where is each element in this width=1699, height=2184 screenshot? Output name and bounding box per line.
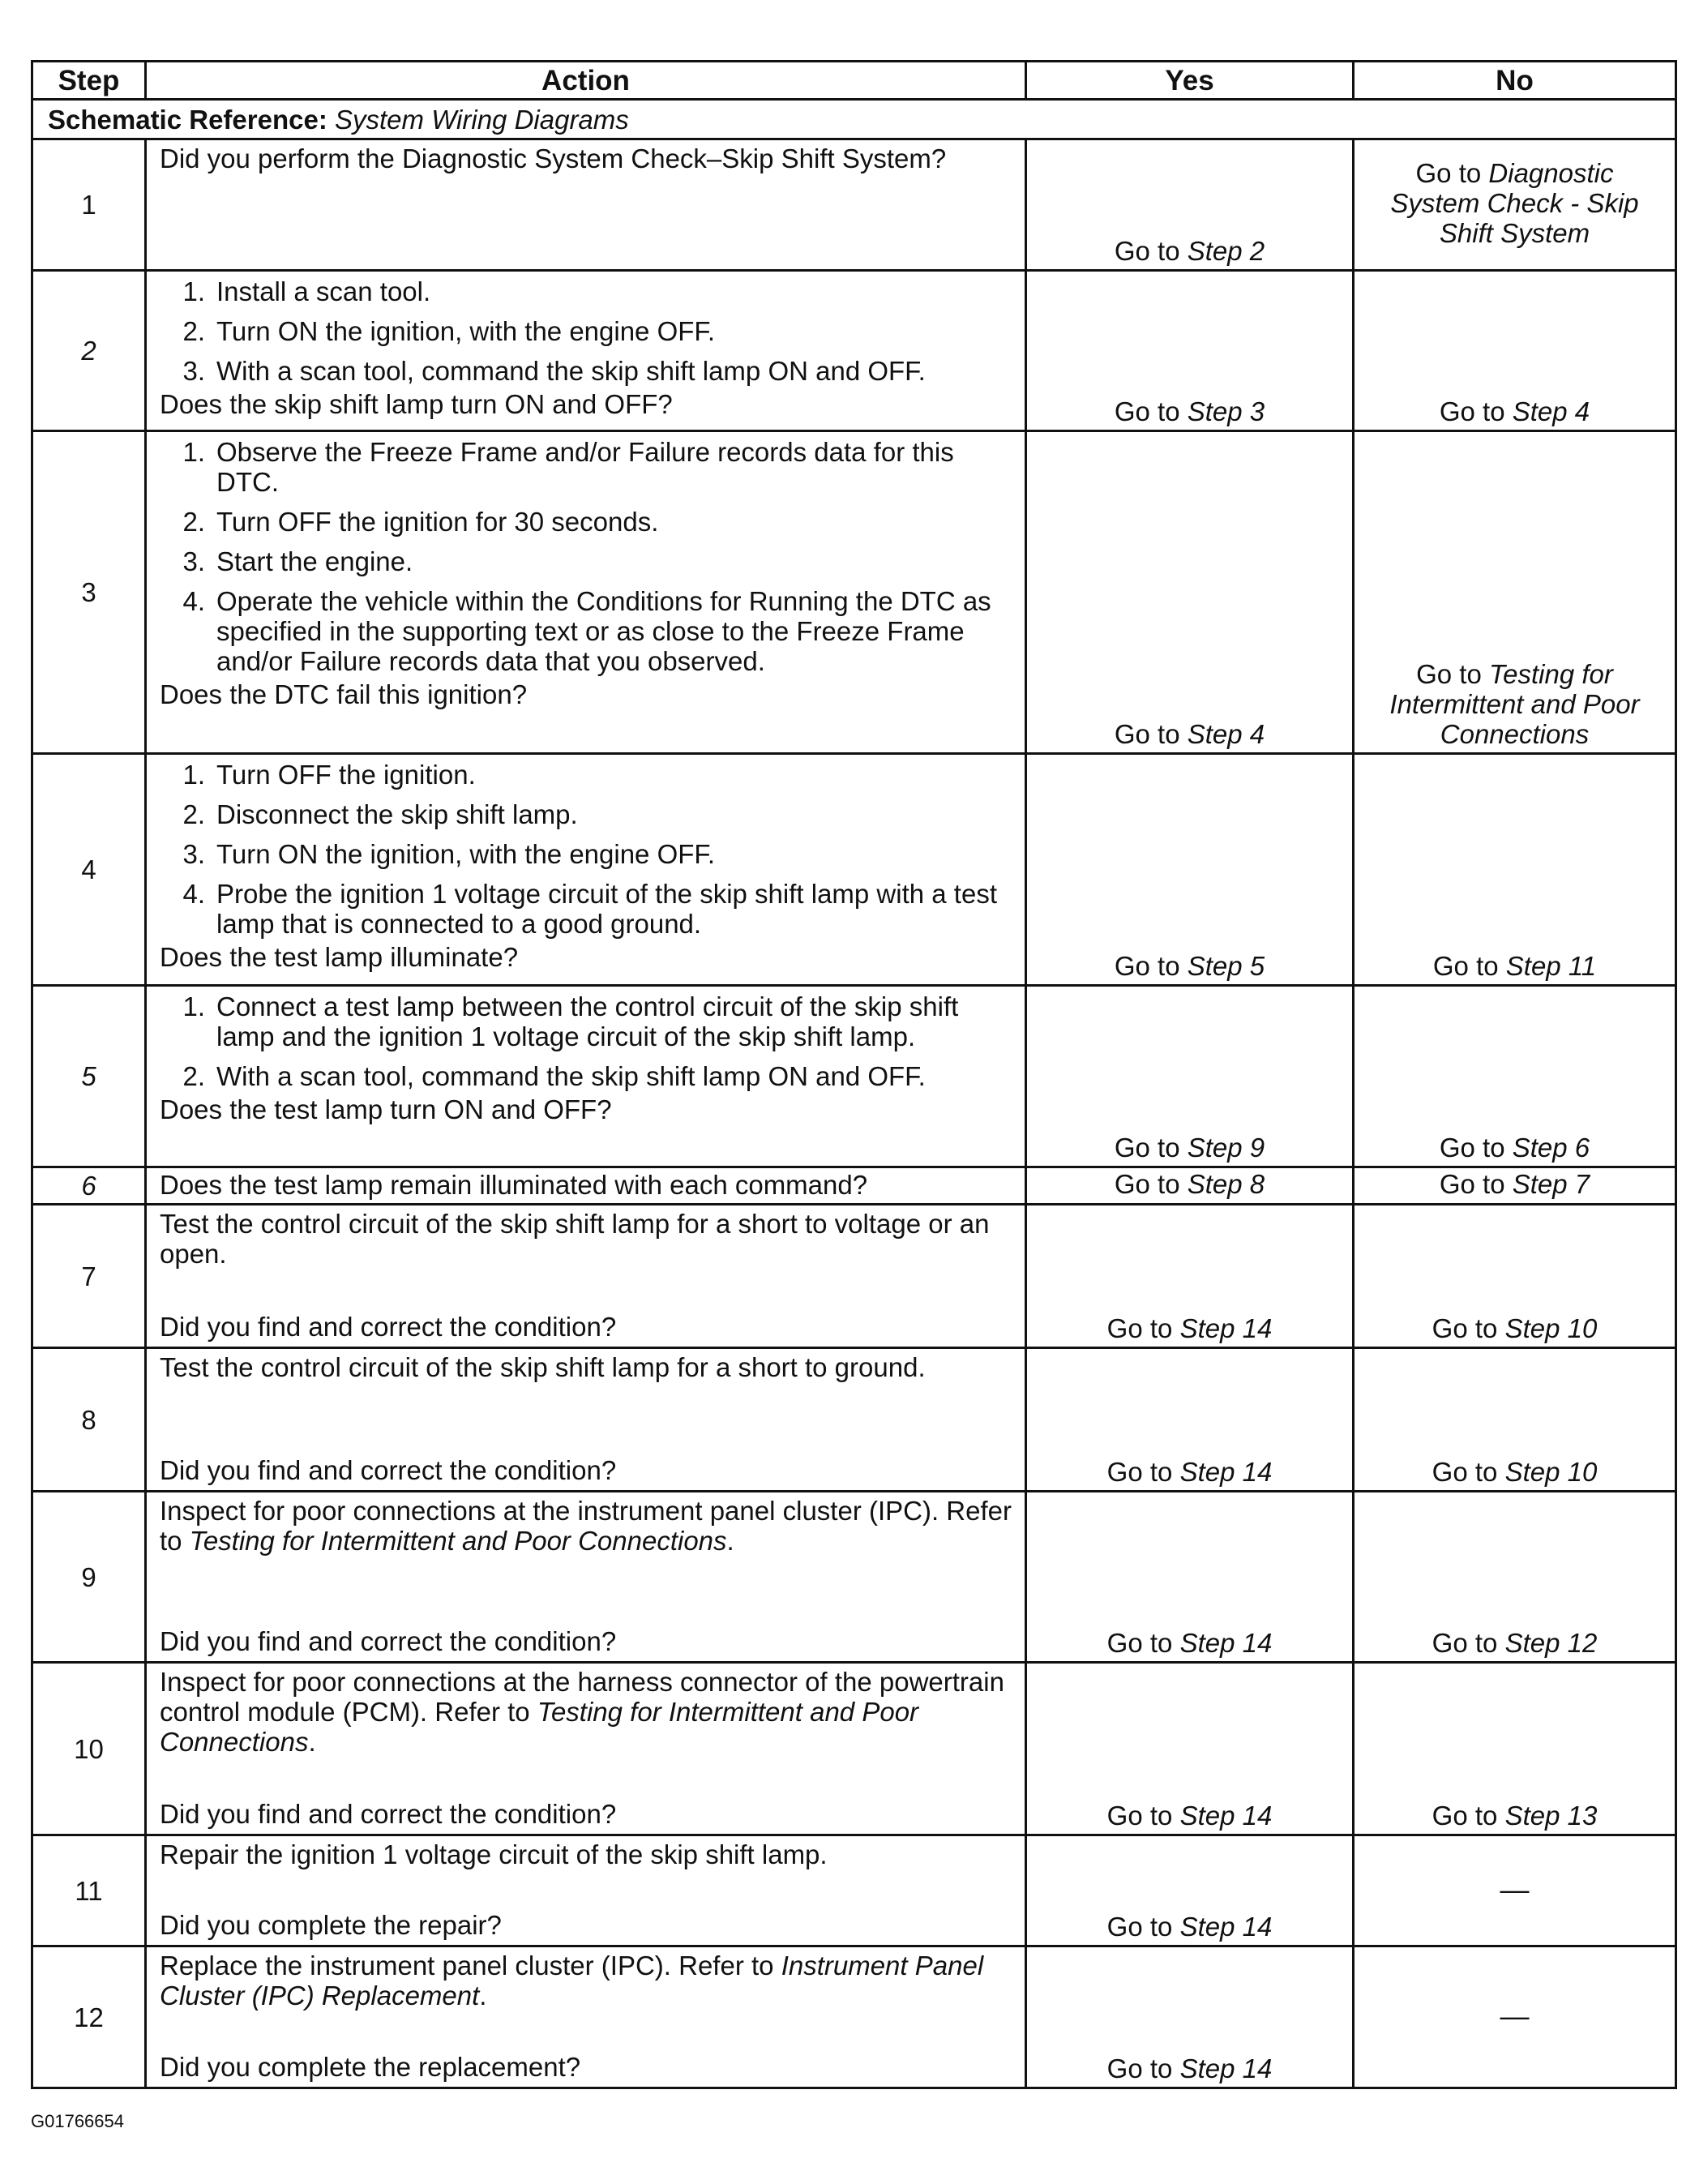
header-row [32,62,1676,100]
no-prefix: Go to [1415,158,1482,188]
action-step: 2. Turn ON the ignition, with the engine OFF. [182,316,716,346]
step-number: 4 [32,754,146,986]
step-number: 9 [32,1492,146,1663]
action-question: Did you find and correct the condition? [160,1626,617,1656]
table-row [32,1167,1676,1205]
action-step: 4. Operate the vehicle within the Conditions for Running the DTC as specified in the supporting text or as close to the Freeze Frame and/or Failure records data that you observed. [182,586,991,676]
action-question: Does the DTC fail this ignition? [160,679,528,709]
no-ref: Step 7 [1512,1169,1590,1199]
action-text: Test the control circuit of the skip shift lamp for a short to voltage or an open. [160,1209,990,1269]
yes-cell: Go to Step 4 [1026,431,1354,754]
yes-ref: Step 9 [1187,1133,1265,1163]
yes-ref: Step 14 [1179,1628,1273,1658]
action-question: Does the test lamp remain illuminated with each command? [160,1170,868,1200]
yes-cell: Go to Step 8 [1026,1167,1354,1205]
yes-prefix: Go to [1114,236,1180,266]
action-steps [160,991,1016,1091]
schematic-reference [32,100,1676,139]
action-steps [160,760,1016,939]
action-cell [146,1946,1026,2088]
no-ref: Step 13 [1504,1801,1598,1831]
no-cell: Go to Step 12 [1354,1492,1676,1663]
step-number: 7 [32,1205,146,1348]
step-number: 8 [32,1348,146,1492]
action-text: Test the control circuit of the skip shift lamp for a short to ground. [160,1352,926,1382]
action-text: Repair the ignition 1 voltage circuit of the skip shift lamp. [160,1839,828,1869]
header-no: No [1354,62,1676,100]
no-cell [1354,139,1676,271]
table-row [32,1348,1676,1492]
no-ref: Step 6 [1512,1133,1590,1163]
no-ref: Step 4 [1512,396,1590,426]
action-step: 4. Probe the ignition 1 voltage circuit of the skip shift lamp with a test lamp that is connected to a good ground. [182,879,997,939]
yes-ref: Step 14 [1179,1313,1273,1343]
header-action: Action [146,62,1026,100]
yes-cell: Go to Step 14 [1026,1348,1354,1492]
action-question: Did you complete the repair? [160,1910,502,1940]
step-number: 6 [32,1167,146,1205]
yes-cell [1026,139,1354,271]
action-cell [146,986,1026,1167]
yes-ref: Step 2 [1187,236,1265,266]
action-cell [146,754,1026,986]
step-number: 5 [32,986,146,1167]
action-text: Did you perform the Diagnostic System Check–Skip Shift System? [160,143,947,173]
table-row [32,1835,1676,1946]
step-number: 1 [32,139,146,271]
no-cell: Go to Step 7 [1354,1167,1676,1205]
yes-ref: Step 3 [1187,396,1265,426]
no-cell: Go to Step 6 [1354,986,1676,1167]
no-ref: Diagnostic System Check - Skip Shift System [1390,158,1639,248]
table-row [32,1205,1676,1348]
yes-cell: Go to Step 3 [1026,271,1354,431]
table-row [32,139,1676,271]
action-cell [146,1348,1026,1492]
yes-ref: Step 8 [1187,1169,1265,1199]
action-step: 1. Install a scan tool. [182,276,431,306]
step-number: 10 [32,1663,146,1835]
no-ref: Step 10 [1504,1313,1598,1343]
action-question: Does the skip shift lamp turn ON and OFF? [160,389,673,419]
step-number: 12 [32,1946,146,2088]
no-cell: — [1354,1946,1676,2088]
action-question: Did you find and correct the condition? [160,1455,617,1485]
no-ref: Step 10 [1504,1457,1598,1487]
action-question: Did you find and correct the condition? [160,1799,617,1829]
table-row [32,1663,1676,1835]
action-ref: Testing for Intermittent and Poor Connections [189,1526,727,1556]
yes-cell: Go to Step 14 [1026,1835,1354,1946]
yes-ref: Step 5 [1187,951,1265,981]
action-cell [146,139,1026,271]
action-step: 1. Observe the Freeze Frame and/or Failure records data for this DTC. [182,437,954,497]
action-cell [146,1205,1026,1348]
action-ref: Testing for Intermittent and Poor Connections [160,1697,919,1757]
yes-ref: Step 4 [1187,719,1265,749]
action-step: 2. With a scan tool, command the skip shift lamp ON and OFF. [182,1061,926,1091]
action-text: Replace the instrument panel cluster (IPC). Refer to Instrument Panel Cluster (IPC) Replacement. [160,1951,984,2011]
no-cell: Go to Step 13 [1354,1663,1676,1835]
table-row [32,1492,1676,1663]
action-question: Does the test lamp turn ON and OFF? [160,1094,612,1124]
action-cell [146,1835,1026,1946]
no-cell: Go to Step 11 [1354,754,1676,986]
no-cell: Go to Step 10 [1354,1348,1676,1492]
table-row [32,271,1676,431]
step-number: 11 [32,1835,146,1946]
yes-cell: Go to Step 14 [1026,1205,1354,1348]
action-step: 1. Connect a test lamp between the control circuit of the skip shift lamp and the ignition 1 voltage circuit of the skip shift lamp. [182,991,959,1051]
table-row [32,754,1676,986]
step-number: 3 [32,431,146,754]
no-cell: — [1354,1835,1676,1946]
yes-ref: Step 14 [1179,1457,1273,1487]
action-steps [160,276,1016,386]
action-question: Did you complete the replacement? [160,2052,581,2082]
figure-code: G01766654 [31,2111,124,2131]
action-step: 3. Turn ON the ignition, with the engine OFF. [182,839,716,869]
step-number: 2 [32,271,146,431]
no-cell: Go to Step 4 [1354,271,1676,431]
action-cell [146,1663,1026,1835]
yes-cell: Go to Step 5 [1026,754,1354,986]
no-cell: Go to Step 10 [1354,1205,1676,1348]
action-text: Inspect for poor connections at the instrument panel cluster (IPC). Refer to Testing for Intermittent and Poor Connections. [160,1496,1012,1556]
no-ref: Testing for Intermittent and Poor Connections [1389,659,1640,749]
yes-cell: Go to Step 14 [1026,1946,1354,2088]
action-cell [146,431,1026,754]
table-row [32,986,1676,1167]
action-steps [160,437,1016,676]
header-step: Step [32,62,146,100]
action-ref: Instrument Panel Cluster (IPC) Replacement [160,1951,984,2011]
action-cell [146,271,1026,431]
header-yes: Yes [1026,62,1354,100]
action-cell [146,1167,1026,1205]
no-cell: Go to Testing for Intermittent and Poor Connections [1354,431,1676,754]
yes-cell: Go to Step 9 [1026,986,1354,1167]
action-step: 2. Turn OFF the ignition for 30 seconds. [182,507,659,537]
schematic-row [32,100,1676,139]
action-step: 2. Disconnect the skip shift lamp. [182,799,578,829]
action-step: 1. Turn OFF the ignition. [182,760,476,790]
yes-ref: Step 14 [1179,1801,1273,1831]
action-text: Inspect for poor connections at the harness connector of the powertrain control module (PCM). Refer to Testing for Intermittent and Poor Connections. [160,1667,1004,1757]
no-ref: Step 11 [1505,951,1597,981]
action-question: Did you find and correct the condition? [160,1312,617,1342]
yes-cell: Go to Step 14 [1026,1663,1354,1835]
schematic-value: System Wiring Diagrams [335,104,629,135]
yes-ref: Step 14 [1179,1912,1273,1942]
diagnostic-table [31,60,1677,2089]
action-cell [146,1492,1026,1663]
action-question: Does the test lamp illuminate? [160,942,519,972]
action-step: 3. Start the engine. [182,546,413,576]
no-ref: Step 12 [1504,1628,1598,1658]
yes-ref: Step 14 [1179,2053,1273,2083]
table-row [32,431,1676,754]
yes-cell: Go to Step 14 [1026,1492,1354,1663]
action-step: 3. With a scan tool, command the skip shift lamp ON and OFF. [182,356,926,386]
table-row [32,1946,1676,2088]
schematic-label: Schematic Reference: [48,104,327,135]
